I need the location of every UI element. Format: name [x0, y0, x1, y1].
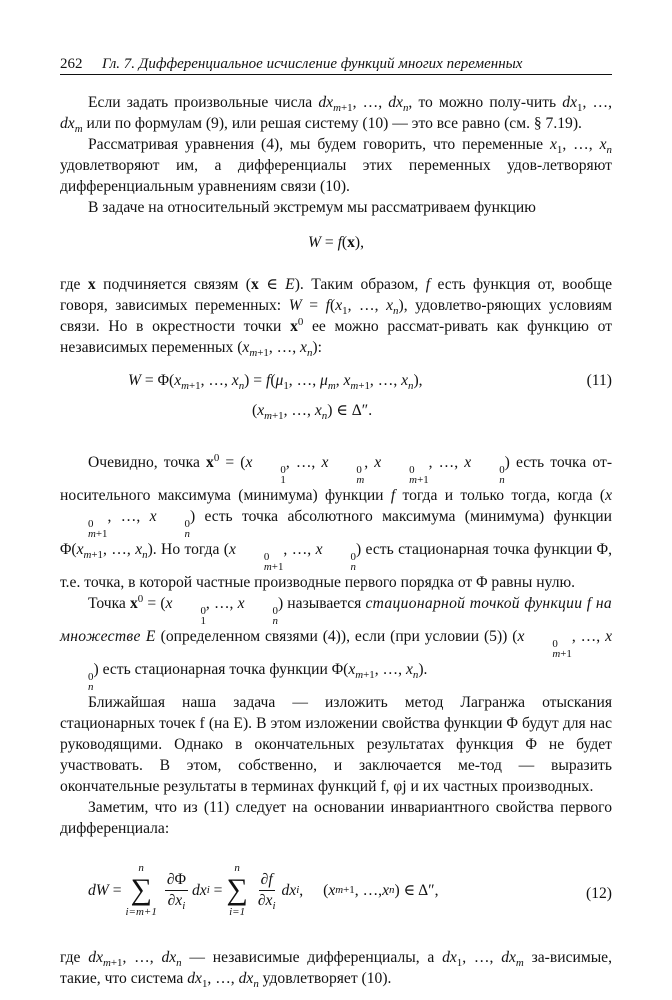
- definition-term: стационарной точкой функции f на множестве E: [60, 595, 612, 645]
- running-header: [60, 52, 612, 75]
- paragraph-8: Заметим, что из (11) следует на основании инвариантного свойства первого дифференциала:: [60, 799, 612, 837]
- equation-12-line: dW = n ∑ i=m+1 $\frac{\partial\Phi}{\partial x_i}$ dx i = n ∑ i=1 $\frac{\partial f}{\partial x_i}$ dx i , ( x m+1 , …, x n ) ∈ Δ″,: [88, 862, 439, 918]
- equation-w-f: W = f(x),: [307, 234, 365, 251]
- page-body: [60, 92, 612, 989]
- paragraph-4: где x подчиняется связям (x ∈ E). Таким образом, f есть функция от, вообще говоря, зависимых переменных: $W = f(x_1$, …, $x_n$), удовлетво-ряющих условиям связи. Но в окрестности точки $x^0$ ее можно рассмат-ривать как функцию от независимых переменных ($x_{m+1}$, …, $x_n$):: [60, 276, 613, 360]
- paragraph-3: В задаче на относительный экстремум мы рассматриваем функцию: [88, 199, 536, 216]
- paragraph-1: Если задать произвольные числа $dx_{m+1}$, …, $dx_n$, то можно полу-чить $dx_1$, …, $dx_m$ или по формулам (9), или решая систему (10) — это все равно (см. § 7.19).: [60, 94, 612, 136]
- sum-symbol-2: n ∑ i=1: [226, 862, 248, 918]
- equation-12-number: (12): [586, 885, 612, 902]
- paragraph-6: Точка $x^0 = (x$ 0 1 , …, x 0 n ) называется стационарной точкой функции f на множестве E (определенном связями (4)), если (при условии (5)) (x 0 m+1 , …, x 0 n ) есть стационарная точка функции $\Phi(x_{m+1}$, …, $x_n$).: [60, 592, 612, 693]
- sum-symbol-1: n ∑ i=m+1: [125, 862, 157, 918]
- paragraph-5: Очевидно, точка $x^0 = (x$ 0 1 , …, x 0 m , x 0 m+1 , …, x 0 n ) есть точка от-носительного максимума (минимума) функции f тогда и только тогда, когда (x 0 m+1 , …, x 0 n ) есть точка абсолютного максимума (минимума) функции $\Phi(x_{m+1}$, …, $x_n$). Но тогда (x 0 m+1 , …, x 0 n ) есть стационарная точка функции Φ, т.е. точка, в которой частные производные первого порядка от Φ равны нулю.: [60, 451, 613, 591]
- equation-11-number: (11): [586, 372, 612, 389]
- equation-11-line-1: $W = \Phi(x_{m+1}$, …, $x_n) = f(\mu_1$, …, $\mu_m$, $x_{m+1}$, …, $x_n$),: [128, 372, 423, 393]
- fraction-df-dxi: $\frac{\partial f}{\partial x_i}$: [257, 870, 276, 912]
- equation-11-line-2: ($x_{m+1}$, …, $x_n$) ∈ Δ″.: [252, 402, 373, 423]
- equation-11: [60, 368, 612, 434]
- equation-12: [60, 851, 612, 935]
- paragraph-7: Ближайшая наша задача — изложить метод Лагранжа отыскания стационарных точек f (на E). В этом изложении свойства функции Φ будут для нас руководящими. Однако в окончательных результатах функция Φ не будет участвовать. В этом, собственно, и заключается ме-тод — выразить окончательные результаты в терминах функций f, φj и их частных производных.: [60, 694, 612, 795]
- page-number: 262: [60, 56, 83, 72]
- paragraph-9: где $dx_{m+1}$, …, $dx_n$ — независимые дифференциалы, а $dx_1$, …, $dx_m$ за-висимые, такие, что система $dx_1$, …, $dx_n$ удовлетворяет (10).: [60, 949, 613, 991]
- paragraph-2: Рассматривая уравнения (4), мы будем говорить, что переменные $x_1$, …, $x_n$ удовлетворяют им, а дифференциалы этих переменных удов-летворяют дифференциальным уравнениям связи (10).: [60, 136, 612, 195]
- running-title: Гл. 7. Дифференциальное исчисление функций многих переменных: [102, 56, 523, 72]
- fraction-dphi-dxi: $\frac{\partial\Phi}{\partial x_i}$: [166, 870, 186, 912]
